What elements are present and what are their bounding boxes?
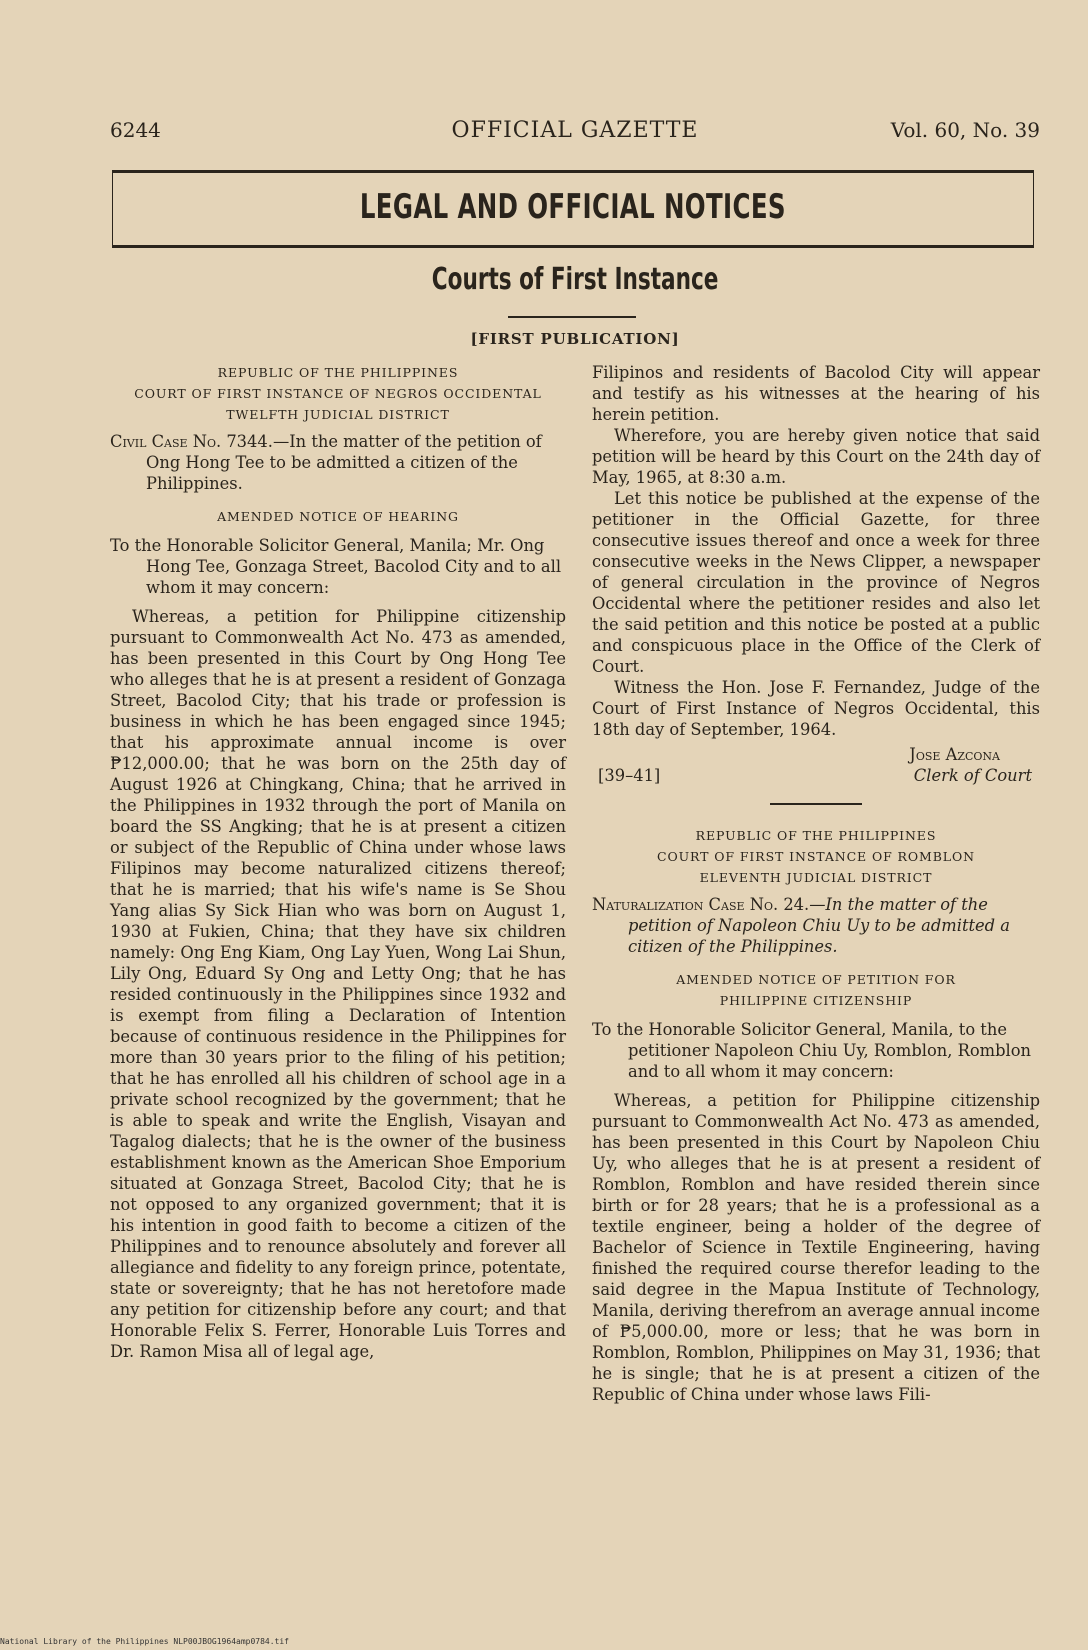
page-number: 6244	[110, 118, 161, 142]
running-head	[110, 118, 1040, 148]
section-title-text: Courts of First Instance	[431, 262, 719, 297]
issue-reference: [39–41]	[598, 766, 661, 785]
signer-title: Clerk of Court	[913, 766, 1032, 785]
publication-tag: [FIRST PUBLICATION]	[470, 330, 680, 348]
case-text: —In the matter of the petition of Ong Hong Tee to be admitted a citizen of the Philippines.	[146, 432, 542, 493]
court-line: REPUBLIC OF THE PHILIPPINES	[217, 365, 459, 380]
addressee: To the Honorable Solicitor General, Manila, to the petitioner Napoleon Chiu Uy, Romblon, Romblon and to all whom it may concern:	[592, 1020, 1032, 1081]
notice-subheading: AMENDED NOTICE OF HEARING	[217, 509, 459, 524]
court-line: REPUBLIC OF THE PHILIPPINES	[695, 828, 937, 843]
signature-row	[592, 765, 1040, 789]
case-title	[592, 894, 1040, 957]
section-banner	[112, 170, 1034, 248]
court-line: ELEVENTH JUDICIAL DISTRICT	[699, 870, 933, 885]
court-line: COURT OF FIRST INSTANCE OF NEGROS OCCIDENTAL	[134, 386, 542, 401]
court-line: TWELFTH JUDICIAL DISTRICT	[226, 407, 450, 422]
section-title	[0, 262, 1088, 297]
body-paragraph: Whereas, a petition for Philippine citizenship pursuant to Commonwealth Act No. 473 as amended, has been presented in this Court by Ong Hong Tee who alleges that he is at present a resident of Gonzaga Street, Bacolod City; that his trade or profession is business in which he has been engaged since 1945; that his approximate annual income is over ₱12,000.00; that he was born on the 25th day of August 1926 at Chingkang, China; that he arrived in the Philippines in 1932 through the port of Manila on board the SS Angking; that he is at present a citizen or subject of the Republic of China under whose laws Filipinos may become naturalized citizens thereof; that he is married; that his wife's name is Se Shou Yang alias Sy Sick Hian who was born on August 1, 1930 at Fukien, China; that they have six children namely: Ong Eng Kiam, Ong Lay Yuen, Wong Lai Shun, Lily Ong, Eduard Sy Ong and Letty Ong; that he has resided continuously in the Philippines since 1932 and is exempt from filing a Declaration of Intention because of continuous residence in the Philippines for more than 30 years prior to the filing of his petition; that he has enrolled all his children of school age in a private school recognized by the government; that he is able to speak and write the English, Visayan and Tagalog dialects; that he is the owner of the business establishment known as the American Shoe Emporium situated at Gonzaga Street, Bacolod City; that he is not opposed to any organized government; that it is his intention in good faith to become a citizen of the Philippines and to renounce absolutely and forever all allegiance and fidelity to any foreign prince, potentate, state or sovereignty; that he has not heretofore made any petition for citizenship before any court; and that Honorable Felix S. Ferrer, Honorable Luis Torres and Dr. Ramon Misa all of legal age,	[110, 607, 566, 1361]
volume-number: Vol. 60, No. 39	[890, 118, 1040, 142]
banner-title: LEGAL AND OFFICIAL NOTICES	[359, 187, 787, 227]
body-paragraph: Whereas, a petition for Philippine citizenship pursuant to Commonwealth Act No. 473 as amended, has been presented in this Court by Napoleon Chiu Uy, who alleges that he is at present a resident of Romblon, Romblon and have resided therein since birth or for 28 years; that he is a professional as a textile engineer, being a holder of the degree of Bachelor of Science in Textile Engineering, having finished the required course therefor leading to the said degree in the Mapua Institute of Technology, Manila, deriving therefrom an average annual income of ₱5,000.00, more or less; that he was born in Romblon, Romblon, Philippines on May 31, 1936; that he is single; that he is at present a citizen of the Republic of China under whose laws Fili-	[592, 1091, 1040, 1404]
court-line: COURT OF FIRST INSTANCE OF ROMBLON	[657, 849, 975, 864]
body-continuation: Filipinos and residents of Bacolod City will appear and testify as his witnesses at the hearing of his herein petition.	[592, 363, 1040, 424]
body-paragraph: Let this notice be published at the expense of the petitioner in the Official Gazette, for three consecutive issues thereof and once a week for three consecutive weeks in the News Clipper, a newspaper of general circulation in the province of Negros Occidental where the petitioner resides and also let the said petition and this notice be posted at a public and conspicuous place in the Office of the Clerk of Court.	[592, 489, 1040, 676]
right-column	[592, 362, 1040, 1405]
title-rule	[508, 316, 636, 318]
case-label: Civil Case No. 7344.	[110, 432, 273, 451]
notice-divider	[770, 803, 862, 805]
case-title	[110, 431, 566, 494]
case-text: —In the matter of the petition of Napoleon Chiu Uy to be admitted a citizen of the Philippines.	[628, 895, 1010, 956]
case-label: Naturalization Case No. 24.	[592, 895, 810, 914]
addressee: To the Honorable Solicitor General, Manila; Mr. Ong Hong Tee, Gonzaga Street, Bacolod City and to all whom it may concern:	[110, 536, 562, 597]
publication-title: OFFICIAL GAZETTE	[451, 118, 699, 143]
scan-footer: National Library of the Philippines NLP00JBOG1964amp0784.tif	[0, 1637, 289, 1646]
notice-subheading: PHILIPPINE CITIZENSHIP	[719, 993, 913, 1008]
body-paragraph: Witness the Hon. Jose F. Fernandez, Judge of the Court of First Instance of Negros Occidental, this 18th day of September, 1964.	[592, 678, 1040, 739]
notice-subheading: AMENDED NOTICE OF PETITION FOR	[676, 972, 956, 987]
left-column	[110, 362, 566, 1362]
body-paragraph: Wherefore, you are hereby given notice that said petition will be heard by this Court on the 24th day of May, 1965, at 8:30 a.m.	[592, 426, 1040, 487]
signer-name: Jose Azcona	[909, 745, 1000, 764]
